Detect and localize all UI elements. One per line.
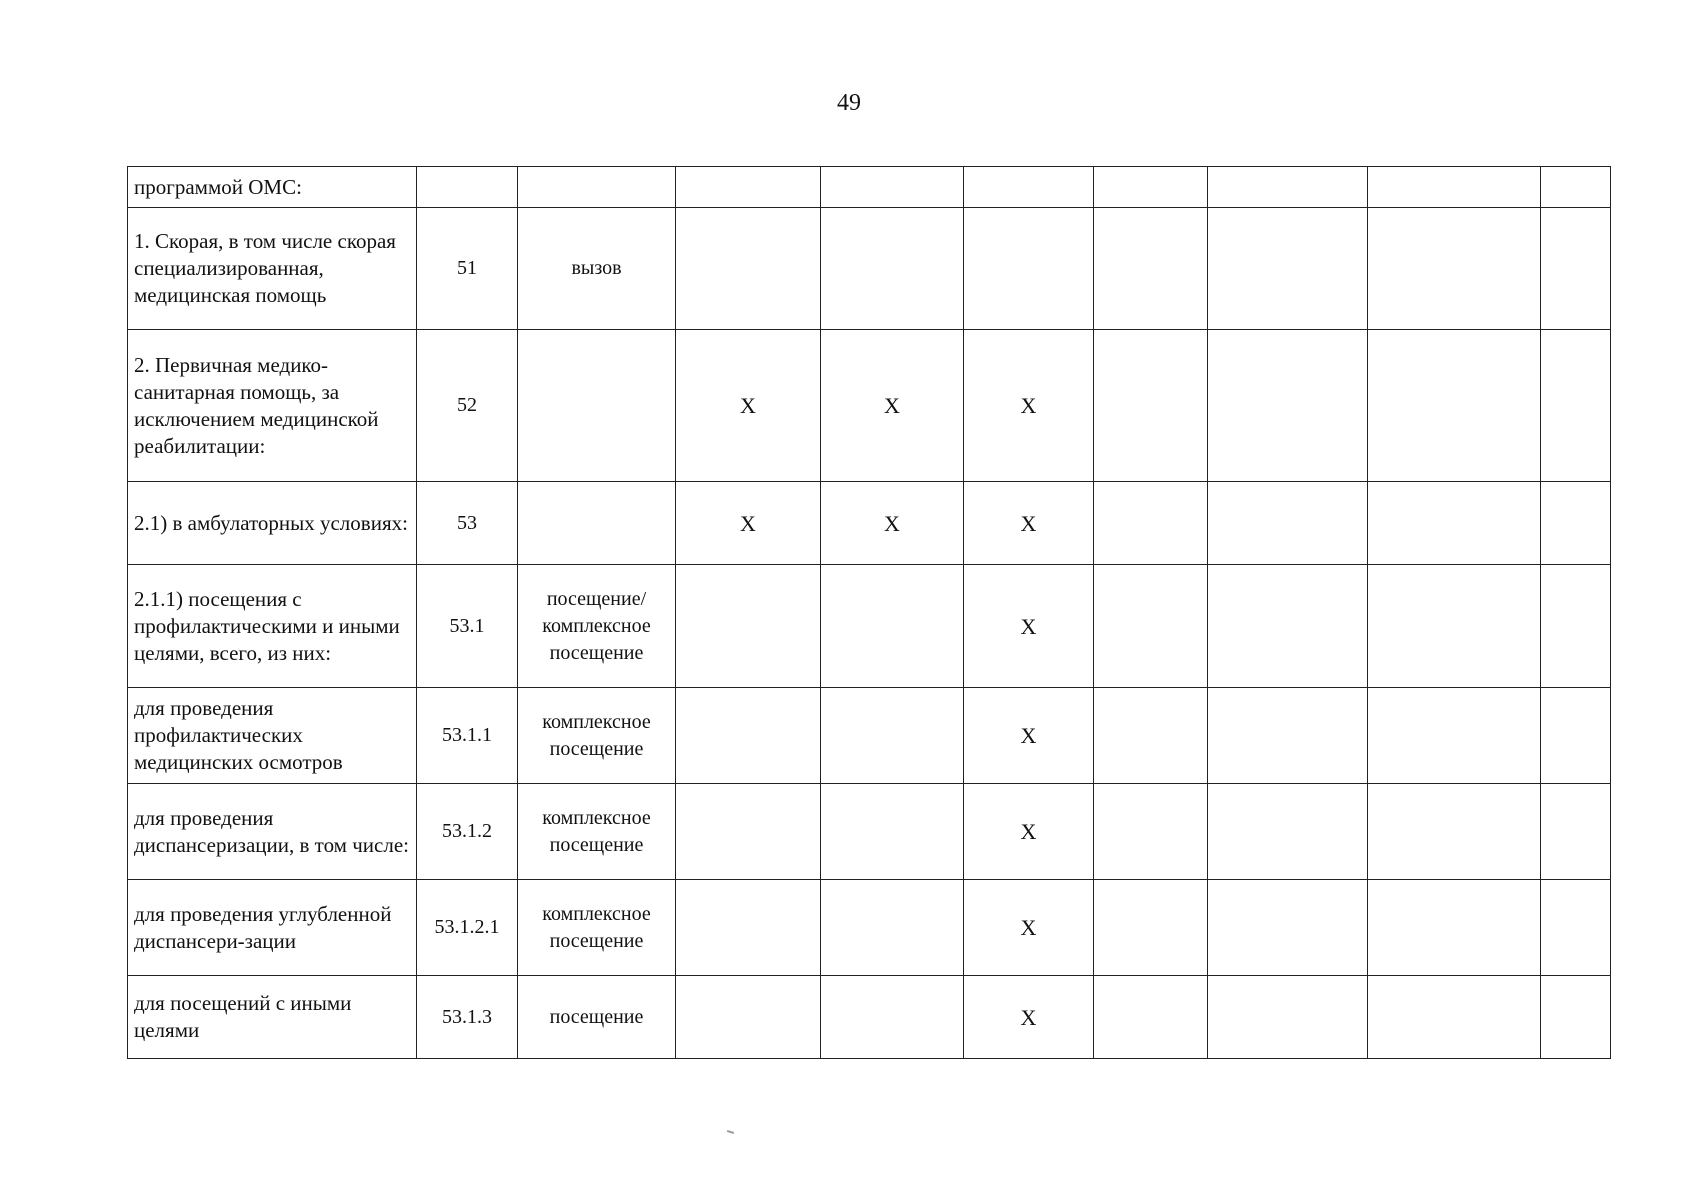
row-col8-cell [1208, 688, 1368, 784]
row-col8-cell [1208, 565, 1368, 688]
row-col4-cell [676, 565, 821, 688]
row-code-cell: 53.1.1 [417, 688, 518, 784]
row-code-cell: 53 [417, 482, 518, 565]
row-unit-cell: вызов [518, 208, 676, 330]
row-name-cell: программой ОМС: [128, 167, 417, 208]
row-unit-cell: комплексное посещение [518, 784, 676, 880]
table-row [128, 976, 1611, 1059]
row-col4-cell: Х [676, 482, 821, 565]
row-col4-cell [676, 208, 821, 330]
row-col7-cell [1094, 784, 1208, 880]
row-col10-cell [1541, 167, 1611, 208]
row-col8-cell [1208, 880, 1368, 976]
row-col7-cell [1094, 880, 1208, 976]
row-col9-cell [1368, 784, 1541, 880]
row-col5-cell [821, 688, 964, 784]
row-col5-cell [821, 784, 964, 880]
row-name-cell: для посещений с иными целями [128, 976, 417, 1059]
services-table [127, 166, 1611, 1059]
row-name-cell: 2.1) в амбулаторных условиях: [128, 482, 417, 565]
row-col6-cell: Х [964, 976, 1094, 1059]
row-col4-cell [676, 784, 821, 880]
row-col5-cell: Х [821, 482, 964, 565]
row-col9-cell [1368, 976, 1541, 1059]
row-col9-cell [1368, 330, 1541, 482]
row-col9-cell [1368, 880, 1541, 976]
table-row [128, 482, 1611, 565]
row-col8-cell [1208, 482, 1368, 565]
table-row [128, 880, 1611, 976]
row-code-cell: 51 [417, 208, 518, 330]
row-col5-cell: Х [821, 330, 964, 482]
row-col6-cell: Х [964, 688, 1094, 784]
table-row [128, 565, 1611, 688]
row-col7-cell [1094, 482, 1208, 565]
row-code-cell [417, 167, 518, 208]
page-number: 49 [837, 90, 861, 116]
row-unit-cell [518, 482, 676, 565]
row-name-cell: для проведения углубленной диспансери-зации [128, 880, 417, 976]
row-col6-cell: Х [964, 565, 1094, 688]
row-col7-cell [1094, 688, 1208, 784]
row-col7-cell [1094, 167, 1208, 208]
row-unit-cell: посещение [518, 976, 676, 1059]
row-col4-cell [676, 688, 821, 784]
row-col6-cell: Х [964, 330, 1094, 482]
row-col8-cell [1208, 976, 1368, 1059]
row-unit-cell: комплексное посещение [518, 688, 676, 784]
row-col4-cell [676, 880, 821, 976]
scan-smudge [727, 1130, 734, 1134]
row-name-cell: 2. Первичная медико-санитарная помощь, за исключением медицинской реабилитации: [128, 330, 417, 482]
row-name-cell: для проведения диспансеризации, в том числе: [128, 784, 417, 880]
row-code-cell: 53.1.2 [417, 784, 518, 880]
row-col8-cell [1208, 167, 1368, 208]
row-col6-cell [964, 208, 1094, 330]
row-name-cell: для проведения профилактических медицинских осмотров [128, 688, 417, 784]
row-unit-cell [518, 167, 676, 208]
row-col5-cell [821, 167, 964, 208]
row-col8-cell [1208, 330, 1368, 482]
row-col8-cell [1208, 784, 1368, 880]
row-col4-cell: Х [676, 330, 821, 482]
row-col6-cell [964, 167, 1094, 208]
table-row [128, 167, 1611, 208]
table-row [128, 208, 1611, 330]
row-col10-cell [1541, 208, 1611, 330]
row-unit-cell [518, 330, 676, 482]
row-col5-cell [821, 208, 964, 330]
row-col6-cell: Х [964, 482, 1094, 565]
row-col6-cell: Х [964, 784, 1094, 880]
row-col7-cell [1094, 565, 1208, 688]
row-col5-cell [821, 976, 964, 1059]
row-col9-cell [1368, 688, 1541, 784]
row-col7-cell [1094, 208, 1208, 330]
row-unit-cell: посещение/ комплексное посещение [518, 565, 676, 688]
row-col10-cell [1541, 880, 1611, 976]
row-col9-cell [1368, 208, 1541, 330]
row-col8-cell [1208, 208, 1368, 330]
table-row [128, 330, 1611, 482]
row-code-cell: 53.1.3 [417, 976, 518, 1059]
row-col10-cell [1541, 565, 1611, 688]
row-col4-cell [676, 976, 821, 1059]
row-code-cell: 53.1 [417, 565, 518, 688]
row-name-cell: 1. Скорая, в том числе скорая специализированная, медицинская помощь [128, 208, 417, 330]
row-col5-cell [821, 880, 964, 976]
row-col5-cell [821, 565, 964, 688]
row-col9-cell [1368, 565, 1541, 688]
row-col9-cell [1368, 167, 1541, 208]
table-row [128, 784, 1611, 880]
row-col6-cell: Х [964, 880, 1094, 976]
row-col10-cell [1541, 330, 1611, 482]
row-col9-cell [1368, 482, 1541, 565]
row-col7-cell [1094, 330, 1208, 482]
row-code-cell: 52 [417, 330, 518, 482]
row-name-cell: 2.1.1) посещения с профилактическими и иными целями, всего, из них: [128, 565, 417, 688]
row-col10-cell [1541, 482, 1611, 565]
row-col4-cell [676, 167, 821, 208]
row-col7-cell [1094, 976, 1208, 1059]
table-row [128, 688, 1611, 784]
row-unit-cell: комплексное посещение [518, 880, 676, 976]
row-col10-cell [1541, 976, 1611, 1059]
row-col10-cell [1541, 784, 1611, 880]
row-col10-cell [1541, 688, 1611, 784]
row-code-cell: 53.1.2.1 [417, 880, 518, 976]
